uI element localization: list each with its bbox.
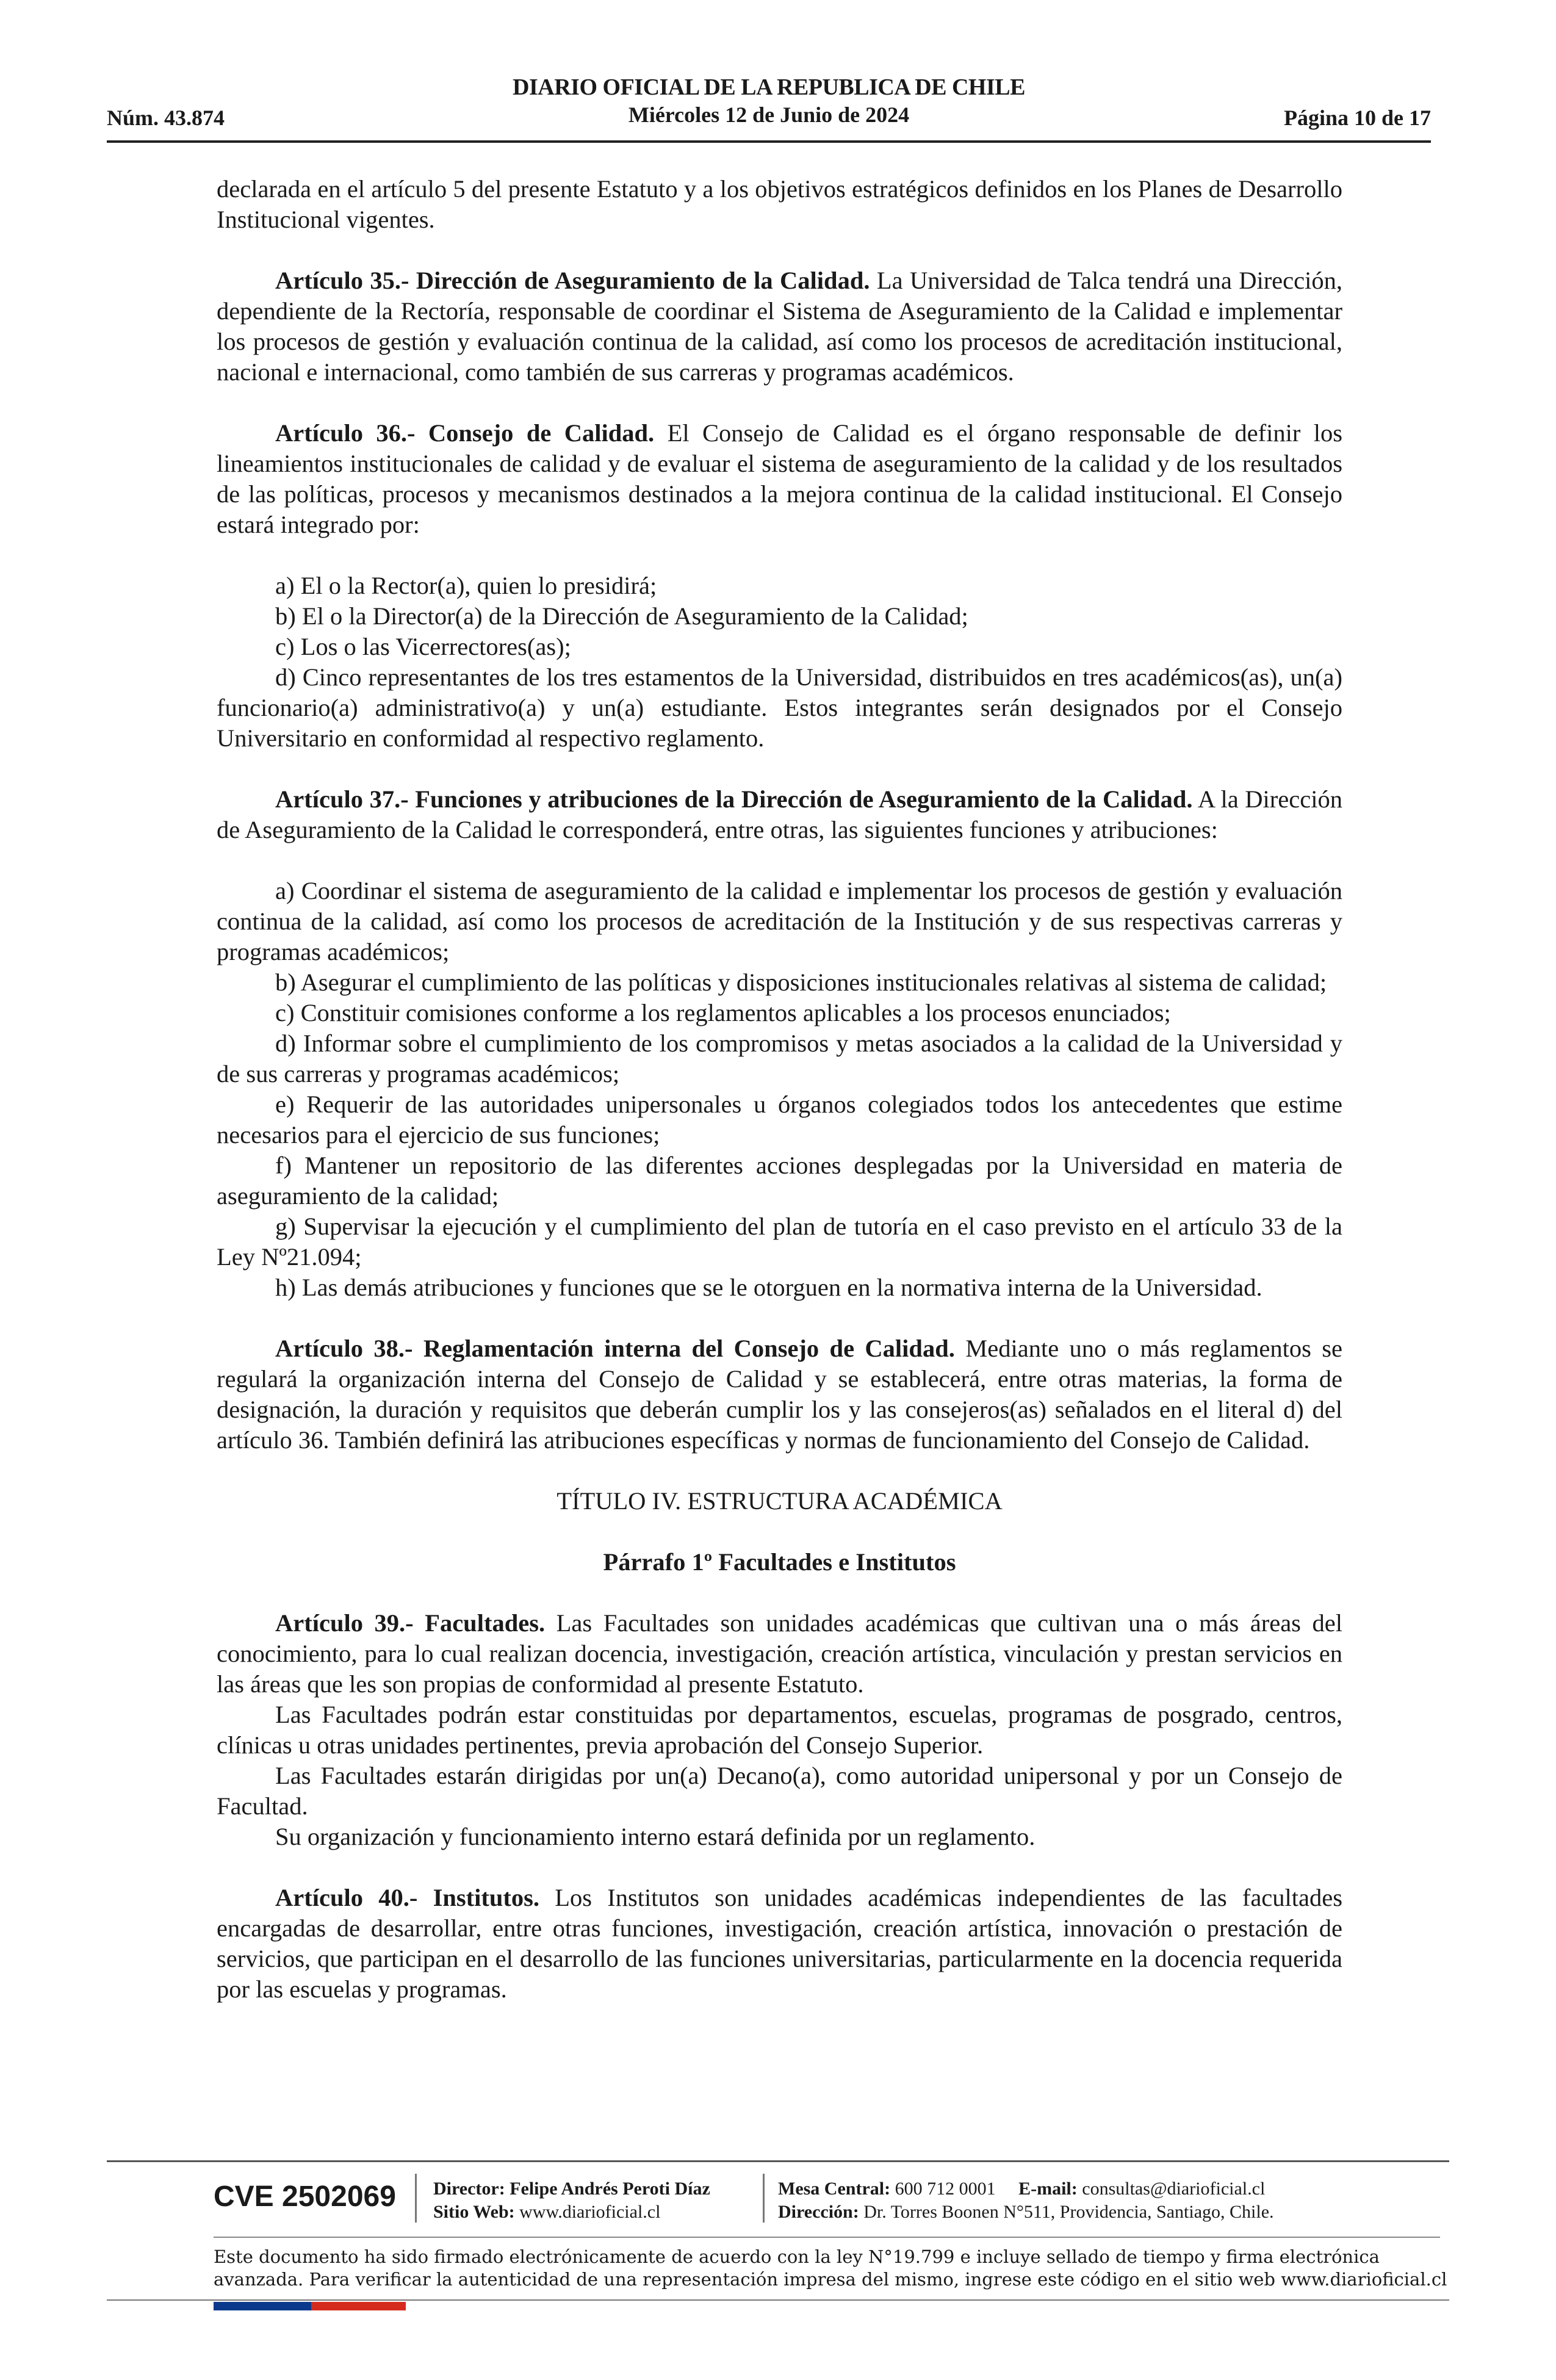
article-38	[217, 1333, 1342, 1455]
article-36	[217, 418, 1342, 540]
article-40-title: Artículo 40.- Institutos.	[275, 1884, 540, 1911]
list-item: g) Supervisar la ejecución y el cumplimiento del plan de tutoría en el caso previsto en el artículo 33 de la Ley Nº21.094;	[217, 1213, 1342, 1271]
article-39-title: Artículo 39.- Facultades.	[275, 1609, 546, 1637]
legal-notice: Este documento ha sido firmado electrónicamente de acuerdo con la ley N°19.799 e incluye sellado de tiempo y firma electrónica avanzada. Para verificar la autenticidad de una representación impresa del mismo, ingrese este código en el sitio web www.diarioficial.cl	[214, 2246, 1447, 2290]
paragraph-continuation: declarada en el artículo 5 del presente Estatuto y a los objetivos estratégicos definidos en los Planes de Desarrollo Institucional vigentes.	[217, 175, 1342, 233]
article-39-paragraph: Las Facultades podrán estar constituidas por departamentos, escuelas, programas de posgrado, centros, clínicas u otras unidades pertinentes, previa aprobación del Consejo Superior.	[217, 1701, 1342, 1759]
list-item: h) Las demás atribuciones y funciones que se le otorguen en la normativa interna de la Universidad.	[275, 1274, 1262, 1301]
list-item: d) Informar sobre el cumplimiento de los compromisos y metas asociados a la calidad de la Universidad y de sus carreras y programas académicos;	[217, 1030, 1342, 1087]
footer-separator	[763, 2174, 765, 2223]
phone-number: 600 712 0001	[890, 2179, 996, 2199]
footer-divider	[107, 2160, 1449, 2162]
article-38-text: Mediante uno o más reglamentos se regulará la organización interna del Consejo de Calidad y se establecerá, entre otras materias, la forma de designación, la duración y requisitos que deberán cumplir los y las consejeros(as) señalados en el literal d) del artículo 36. También definirá las atribuciones específicas y normas de funcionamiento del Consejo de Calidad.	[217, 1335, 1342, 1454]
article-37-title: Artículo 37.- Funciones y atribuciones de la Dirección de Aseguramiento de la Calidad.	[275, 785, 1193, 813]
email-link[interactable]: consultas@diarioficial.cl	[1077, 2179, 1266, 2199]
article-35-text: La Universidad de Talca tendrá una Dirección, dependiente de la Rectoría, responsable de coordinar el Sistema de Aseguramiento de la Calidad e implementar los procesos de gestión y evaluación continua de la calidad, así como los procesos de acreditación institucional, nacional e internacional, como también de sus carreras y programas académicos.	[217, 267, 1342, 386]
list-item: a) El o la Rector(a), quien lo presidirá;	[275, 572, 657, 599]
article-35	[217, 265, 1342, 388]
subsection-title: Párrafo 1º Facultades e Institutos	[603, 1548, 956, 1576]
article-38-title: Artículo 38.- Reglamentación interna del Consejo de Calidad.	[275, 1335, 955, 1362]
article-36-text: El Consejo de Calidad es el órgano responsable de definir los lineamientos institucionales de calidad y de evaluar el sistema de aseguramiento de la calidad y de los resultados de las políticas, procesos y mecanismos destinados a la mejora continua de la calidad institucional. El Consejo estará integrado por:	[217, 419, 1343, 538]
article-39-paragraph: Las Facultades estarán dirigidas por un(a) Decano(a), como autoridad unipersonal y por un Consejo de Facultad.	[217, 1762, 1342, 1820]
header-masthead	[107, 73, 1431, 128]
document-body	[217, 174, 1342, 2005]
page-footer	[107, 2160, 1449, 2343]
list-item: c) Los o las Vicerrectores(as);	[275, 633, 571, 660]
header-divider	[107, 140, 1431, 143]
cve-code: CVE 2502069	[214, 2180, 396, 2213]
list-item: d) Cinco representantes de los tres estamentos de la Universidad, distribuidos en tres académicos(as), un(a) funcionario(a) administrativo(a) y un(a) estudiante. Estos integrantes serán designados por el Consejo Universitario en conformidad al respectivo reglamento.	[217, 663, 1342, 752]
address: Dr. Torres Boonen N°511, Providencia, Santiago, Chile.	[859, 2202, 1274, 2222]
list-item: b) El o la Director(a) de la Dirección de Aseguramiento de la Calidad;	[275, 602, 968, 630]
list-item: b) Asegurar el cumplimiento de las políticas y disposiciones institucionales relativas al sistema de calidad;	[275, 968, 1327, 996]
list-item: e) Requerir de las autoridades unipersonales u órganos colegiados todos los antecedentes que estime necesarios para el ejercicio de sus funciones;	[217, 1091, 1342, 1149]
article-39-text: Las Facultades son unidades académicas que cultivan una o más áreas del conocimiento, para lo cual realizan docencia, investigación, creación artística, vinculación y prestan servicios en las áreas que les son propias de conformidad al presente Estatuto.	[217, 1609, 1342, 1698]
journal-title: DIARIO OFICIAL DE LA REPUBLICA DE CHILE	[513, 74, 1025, 100]
issue-date: Miércoles 12 de Junio de 2024	[628, 103, 910, 127]
footer-contact-info: Mesa Central: 600 712 0001 E-mail: consultas@diarioficial.cl Dirección: Dr. Torres Boonen N°511, Providencia, Santiago, Chile.	[778, 2179, 1274, 2222]
article-35-title: Artículo 35.- Dirección de Aseguramiento de la Calidad.	[275, 267, 870, 294]
footer-inner-divider	[214, 2237, 1440, 2238]
page-header	[107, 73, 1431, 143]
article-39-paragraph: Su organización y funcionamiento interno estará definida por un reglamento.	[275, 1823, 1036, 1850]
footer-separator	[415, 2174, 417, 2223]
flag-stripe	[214, 2302, 406, 2310]
article-39	[217, 1608, 1342, 1700]
website-link[interactable]: www.diarioficial.cl	[514, 2202, 661, 2222]
page-number: Página 10 de 17	[1283, 106, 1431, 130]
issue-number: Núm. 43.874	[107, 106, 225, 130]
article-37-text: A la Dirección de Aseguramiento de la Calidad le corresponderá, entre otras, las siguientes funciones y atribuciones:	[217, 785, 1342, 843]
footer-director-info: Director: Felipe Andrés Peroti Díaz Sitio Web: www.diarioficial.cl	[433, 2179, 710, 2222]
article-40-text: Los Institutos son unidades académicas independientes de las facultades encargadas de desarrollar, entre otras funciones, investigación, creación artística, innovación o prestación de servicios, que participan en el desarrollo de las funciones universitarias, particularmente en la docencia requerida por las escuelas y programas.	[217, 1884, 1342, 2003]
list-item: c) Constituir comisiones conforme a los reglamentos aplicables a los procesos enunciados;	[275, 999, 1171, 1026]
list-item: f) Mantener un repositorio de las diferentes acciones desplegadas por la Universidad en materia de aseguramiento de la calidad;	[217, 1152, 1342, 1210]
article-37	[217, 784, 1342, 845]
list-item: a) Coordinar el sistema de aseguramiento de la calidad e implementar los procesos de gestión y evaluación continua de la calidad, así como los procesos de acreditación de la Institución y de sus respectivas carreras y programas académicos;	[217, 877, 1342, 965]
article-36-title: Artículo 36.- Consejo de Calidad.	[275, 419, 655, 447]
section-title: TÍTULO IV. ESTRUCTURA ACADÉMICA	[556, 1487, 1003, 1515]
director-name: Felipe Andrés Peroti Díaz	[505, 2179, 710, 2199]
flag-red-segment	[311, 2302, 406, 2310]
flag-blue-segment	[214, 2302, 311, 2310]
article-40	[217, 1883, 1342, 2005]
footer-bottom-divider	[107, 2299, 1449, 2301]
